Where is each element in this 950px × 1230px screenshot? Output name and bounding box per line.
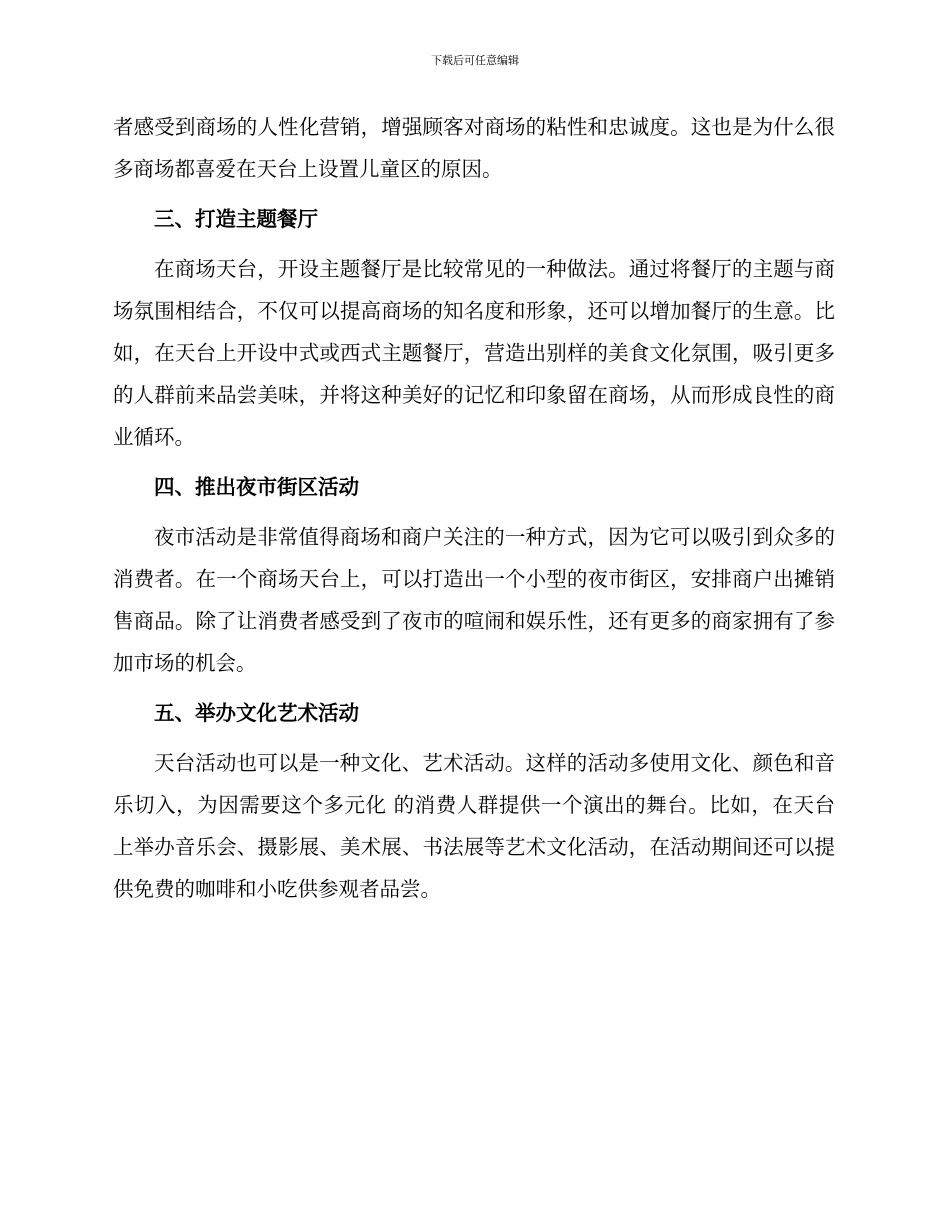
document-body [113,106,835,910]
section-heading: 四、推出夜市街区活动 [154,475,359,499]
section-heading: 三、打造主题餐厅 [154,207,318,231]
section-4 [113,466,835,684]
intro-paragraph: 者感受到商场的人性化营销，增强顾客对商场的粘性和忠诚度。这也是为什么很多商场都喜爱在天台上设置儿童区的原因。 [113,115,835,181]
section-paragraph: 天台活动也可以是一种文化、艺术活动。这样的活动多使用文化、颜色和音乐切入，为因需要这个多元化 的消费人群提供一个演出的舞台。比如，在天台上举办音乐会、摄影展、美术展、书法展等艺术文化活动，在活动期间还可以提供免费的咖啡和小吃供参观者品尝。 [113,751,835,901]
section-heading: 五、举办文化艺术活动 [154,701,359,725]
page-header: 下载后可任意编辑 [431,54,519,67]
section-3 [113,198,835,458]
section-paragraph: 在商场天台，开设主题餐厅是比较常见的一种做法。通过将餐厅的主题与商场氛围相结合，不仅可以提高商场的知名度和形象，还可以增加餐厅的生意。比如，在天台上开设中式或西式主题餐厅，营造出别样的美食文化氛围，吸引更多的人群前来品尝美味，并将这种美好的记忆和印象留在商场，从而形成良性的商业循环。 [113,257,835,449]
section-paragraph: 夜市活动是非常值得商场和商户关注的一种方式，因为它可以吸引到众多的消费者。在一个商场天台上，可以打造出一个小型的夜市街区，安排商户出摊销售商品。除了让消费者感受到了夜市的喧闹和娱乐性，还有更多的商家拥有了参加市场的机会。 [113,525,835,675]
section-5 [113,692,835,910]
